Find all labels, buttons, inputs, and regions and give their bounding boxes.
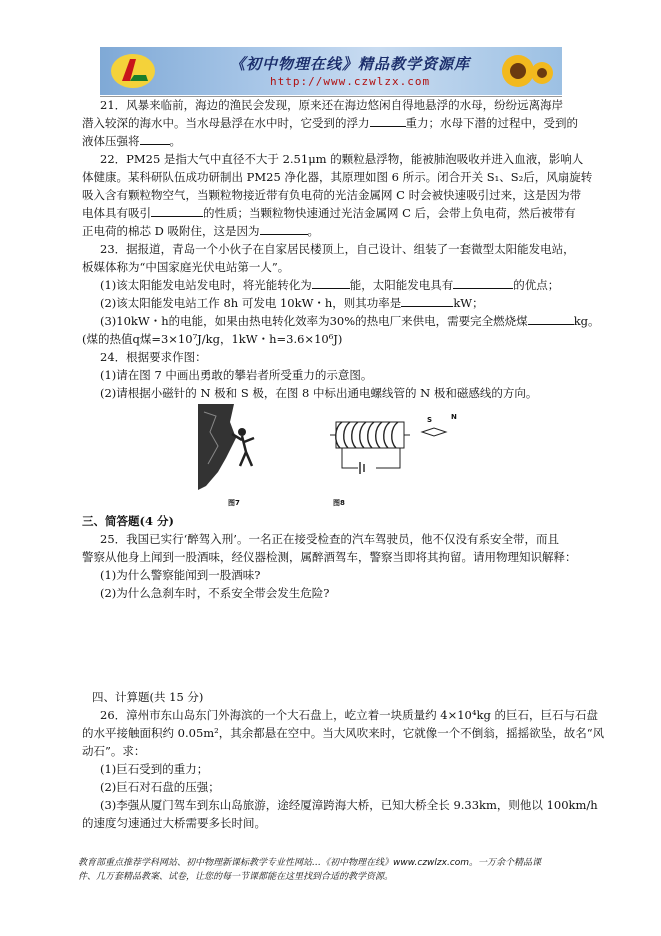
- q26-line1: 26．漳州市东山岛东门外海滨的一个大石盘上，屹立着一块质量约 4×10⁴kg 的巨石，巨石与石盘: [100, 708, 598, 722]
- q23-blank4[interactable]: [528, 314, 574, 325]
- q22-blank2[interactable]: [260, 224, 308, 235]
- q21-line3: 液体压强将 。: [82, 134, 181, 148]
- footer-line2: 件、几万套精品教案、试卷，让您的每一节课都能在这里找到合适的教学资源。: [78, 872, 394, 882]
- q21-line2: 潜入较深的海水中。当水母悬浮在水中时，它受到的浮力 重力；水母下潜的过程中，受到的: [82, 116, 578, 130]
- q25-sub2: (2)为什么急刹车时，不系安全带会发生危险?: [100, 586, 330, 600]
- compass-s-label: S: [427, 416, 433, 424]
- q26-sub1: (1)巨石受到的重力；: [100, 762, 209, 776]
- q26-sub2: (2)巨石对石盘的压强；: [100, 780, 220, 794]
- q23-sub1: (1)该太阳能发电站发电时，将光能转化为 能，太阳能发电具有 的优点；: [100, 278, 560, 292]
- figure-8-caption: 图8: [333, 499, 345, 507]
- q24-sub1: (1)请在图 7 中画出勇敢的攀岩者所受重力的示意图。: [100, 368, 373, 382]
- q24-sub2: (2)请根据小磁针的 N 极和 S 极，在图 8 中标出通电螺线管的 N 极和磁感线的方向。: [100, 386, 538, 400]
- q26-line2: 的水平接触面积约 0.05m²，其余都悬在空中。当大风吹来时，它就像一个不倒翁，摇摇欲坠，故名“风: [82, 726, 605, 740]
- section-3-heading: 三、简答题(4 分): [82, 514, 174, 528]
- q22-line2: 体健康。某科研队伍成功研制出 PM25 净化器，其原理如图 6 所示。闭合开关 S₁、S₂后，风扇旋转: [82, 170, 593, 184]
- figure-7-climber: [196, 402, 276, 494]
- q23-blank2[interactable]: [453, 278, 513, 289]
- q23-sub3: (3)10kW・h的电能，如果由热电转化效率为30%的热电厂来供电，需要完全燃烧煤 kg。: [100, 314, 600, 328]
- q23-blank1[interactable]: [312, 278, 350, 289]
- q21-line1: 21．风暴来临前，海边的渔民会发现，原来还在海边悠闲自得地悬浮的水母，纷纷远离海岸: [100, 98, 564, 112]
- q22-line1: 22．PM25 是指大气中直径不大于 2.51μm 的颗粒悬浮物，能被肺泡吸收并进入血液，影响人: [100, 152, 584, 166]
- q23-blank3[interactable]: [401, 296, 453, 307]
- q23-sub2: (2)该太阳能发电站工作 8h 可发电 10kW・h，则其功率是 kW；: [100, 296, 484, 310]
- q22-blank1[interactable]: [151, 206, 203, 217]
- q23-sub3-note: (煤的热值q煤=3×10⁷J/kg，1kW・h=3.6×10⁶J): [82, 332, 343, 346]
- q23-line2: 板媒体称为“中国家庭光伏电站第一人”。: [82, 260, 290, 274]
- banner-url: http://www.czwlzx.com: [270, 75, 431, 88]
- q26-sub3-cont: 的速度匀速通过大桥需要多长时间。: [82, 816, 266, 830]
- q25-sub1: (1)为什么警察能闻到一股酒味?: [100, 568, 261, 582]
- header-rule: [100, 96, 562, 97]
- q22-line5: 正电荷的棉芯 D 吸附住，这是因为 。: [82, 224, 320, 238]
- sunflower-icon: [498, 51, 554, 91]
- header-banner: [100, 47, 562, 95]
- q26-sub3: (3)李强从厦门驾车到东山岛旅游，途经厦漳跨海大桥，已知大桥全长 9.33km，则他以 100km/h: [100, 798, 598, 812]
- section-4-heading: 四、计算题(共 15 分): [92, 690, 204, 704]
- q25-line1: 25．我国已实行‘醉驾入刑’。一名正在接受检查的汽车驾驶员，他不仅没有系安全带，而且: [100, 532, 559, 546]
- footer-line1: 教育部重点推荐学科网站、初中物理新课标教学专业性网站…《初中物理在线》www.czwlzx.com。一万余个精品课: [78, 858, 542, 868]
- q23-line1: 23．据报道，青岛一个小伙子在自家居民楼顶上，自己设计、组装了一套微型太阳能发电站，: [100, 242, 575, 256]
- figure-8-solenoid: [296, 402, 456, 482]
- q21-blank1[interactable]: [370, 116, 406, 127]
- q21-blank2[interactable]: [140, 134, 170, 145]
- q24-title: 24．根据要求作图：: [100, 350, 207, 364]
- banner-title: 《初中物理在线》精品教学资源库: [230, 55, 471, 73]
- q22-line4: 电体具有吸引 的性质；当颗粒物快速通过光洁金属网 C 后，会带上负电荷，然后被带有: [82, 206, 576, 220]
- figure-7-caption: 图7: [228, 499, 240, 507]
- site-logo-icon: [108, 51, 158, 91]
- q22-line3: 吸入含有颗粒物空气，当颗粒物接近带有负电荷的光洁金属网 C 时会被快速吸引过来，这是因为带: [82, 188, 582, 202]
- compass-n-label: N: [451, 413, 457, 421]
- q25-line2: 警察从他身上闻到一股酒味，经仪器检测，属醉酒驾车，警察当即将其拘留。请用物理知识解释：: [82, 550, 577, 564]
- q26-line3: 动石”。求：: [82, 744, 146, 758]
